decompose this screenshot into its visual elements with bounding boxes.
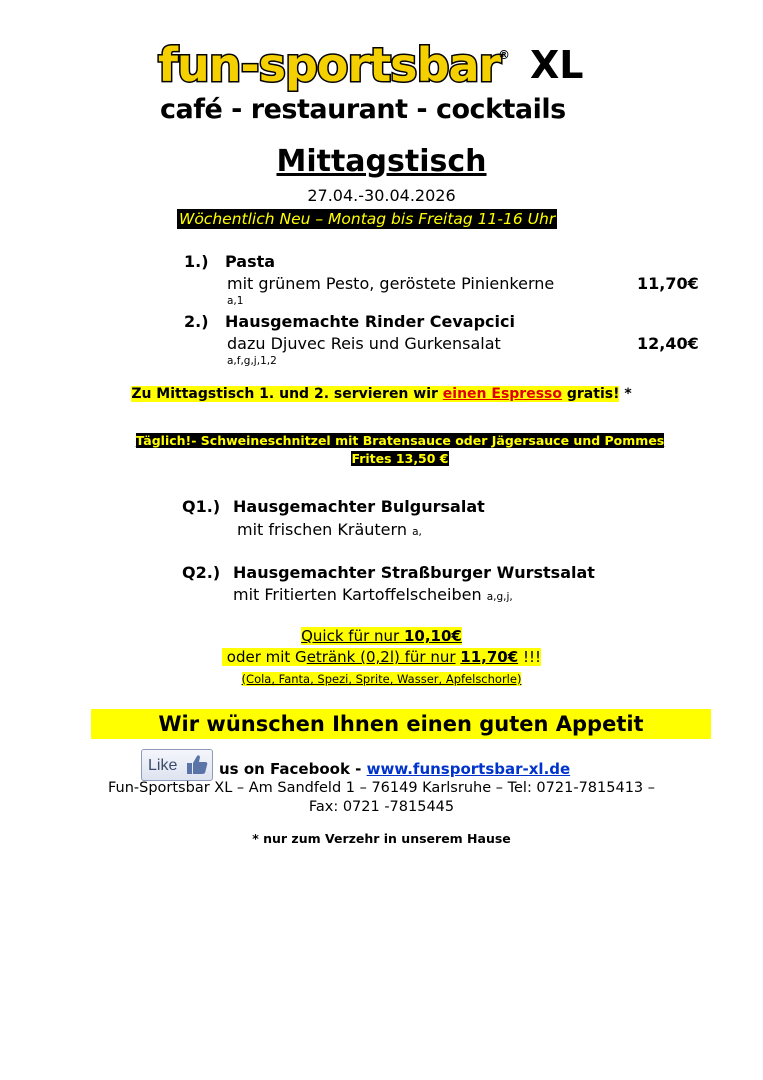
quick-1-description: mit frischen Kräutern <box>237 520 407 539</box>
footnote: * nur zum Verzehr in unserem Hause <box>252 831 511 846</box>
espresso-offer-suffix: gratis! <box>566 386 620 402</box>
quick-1-allergens: a, <box>412 526 422 538</box>
dish-1-allergens: a,1 <box>227 295 244 307</box>
quick-2-description: mit Fritierten Kartoffelscheiben <box>233 585 482 604</box>
dish-2-allergens: a,f,g,j,1,2 <box>227 355 277 367</box>
quick-2-description-line <box>233 585 513 604</box>
facebook-line <box>219 760 570 778</box>
fax: Fax: 0721 -7815445 <box>308 799 455 815</box>
page-title: Mittagstisch <box>276 144 487 179</box>
appetit-banner: Wir wünschen Ihnen einen guten Appetit <box>91 709 711 739</box>
quick-1-name: Hausgemachter Bulgursalat <box>233 497 485 516</box>
drink-price-underlined: etränk (0,2l) für nur <box>306 648 456 666</box>
espresso-highlight: einen Espresso <box>442 386 562 402</box>
drink-price-suffix: !!! <box>522 648 542 666</box>
dish-2-name: Hausgemachte Rinder Cevapcici <box>225 312 515 331</box>
quick-price-line-2 <box>222 648 541 666</box>
address: Fun-Sportsbar XL – Am Sandfeld 1 – 76149 Karlsruhe – Tel: 0721-7815413 – <box>107 780 656 796</box>
daily-offer-line-2: Frites 13,50 € <box>351 451 449 466</box>
quick-price-line-1 <box>301 627 462 645</box>
drinks-list: (Cola, Fanta, Spezi, Sprite, Wasser, Apfelschorle) <box>241 672 522 686</box>
dish-1-number: 1.) <box>184 252 209 271</box>
logo-suffix: XL <box>530 43 584 87</box>
dish-1-price: 11,70€ <box>637 274 699 293</box>
dish-1-name: Pasta <box>225 252 276 271</box>
daily-offer-line-1: Täglich!- Schweineschnitzel mit Bratensauce oder Jägersauce und Pommes <box>135 433 665 448</box>
address-block <box>0 779 763 817</box>
quick-price <box>0 626 763 690</box>
dish-2-number: 2.) <box>184 312 209 331</box>
quick-2-number: Q2.) <box>182 563 221 582</box>
dish-2-description: dazu Djuvec Reis und Gurkensalat <box>227 334 501 353</box>
quick-1-number: Q1.) <box>182 497 221 516</box>
logo-wordmark: fun-sportsbar <box>158 38 501 92</box>
like-label: Like <box>148 757 178 774</box>
website-link[interactable]: www.funsportsbar-xl.de <box>366 760 571 778</box>
quick-1-description-line <box>237 520 422 539</box>
espresso-asterisk: * <box>619 386 632 402</box>
espresso-offer <box>0 386 763 402</box>
drink-price-prefix: oder mit G <box>226 648 307 666</box>
date-range: 27.04.-30.04.2026 <box>307 186 456 205</box>
thumbs-up-icon <box>184 752 210 778</box>
quick-price-prefix: Quick für nur <box>301 627 400 645</box>
facebook-like-button[interactable] <box>141 749 213 781</box>
daily-offer <box>98 432 702 468</box>
dish-1-description: mit grünem Pesto, geröstete Pinienkerne <box>227 274 555 293</box>
dish-2-price: 12,40€ <box>637 334 699 353</box>
espresso-offer-prefix: Zu Mittagstisch 1. und 2. servieren wir <box>131 386 438 402</box>
quick-2-allergens: a,g,j, <box>486 591 513 603</box>
weekly-note: Wöchentlich Neu – Montag bis Freitag 11-16 Uhr <box>179 210 556 228</box>
logo-tagline: café - restaurant - cocktails <box>160 94 566 125</box>
registered-mark: ® <box>498 48 510 62</box>
quick-price-value: 10,10€ <box>403 627 462 645</box>
facebook-text: us on Facebook - <box>219 760 362 778</box>
quick-2-name: Hausgemachter Straßburger Wurstsalat <box>233 563 595 582</box>
drink-price-value: 11,70€ <box>460 648 519 666</box>
